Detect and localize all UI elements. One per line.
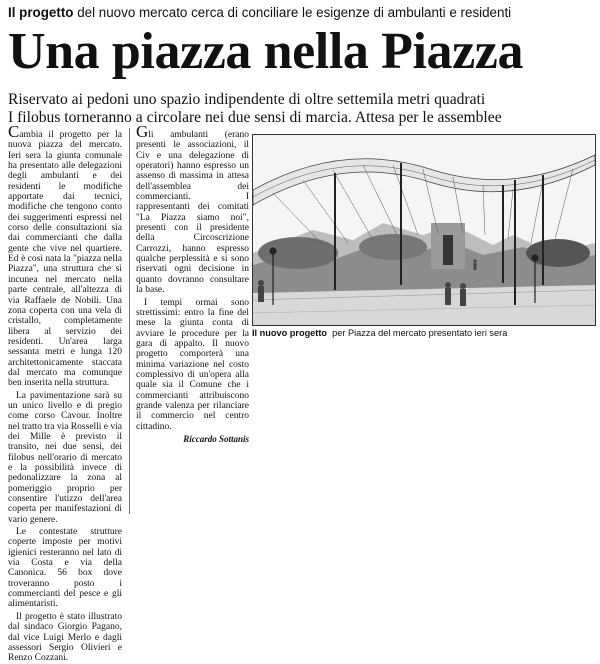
paragraph: Cambia il progetto per la nuova piazza del mercato. Ieri sera la giunta comunale ha presentato alle delegazioni degli ambulanti e dei residenti le modifiche apportate dai tecnici, modifiche che tengono conto dei suggerimenti espressi nel corso delle consultazioni sia dai commercianti che dalla gente che vive nel quartiere. Ed è così nata la "piazza nella Piazza", una struttura che si incunea nel mercato nella parte centrale, all'altezza di via Raffaele de Nobili. Una zona coperta con una vela di cristallo, completamente libera al servizio dei residenti. Un'area larga sessanta metri e lunga 120 architettonicamente staccata dal mercato ma comunque ben inserita nella struttura. [8, 122, 122, 389]
kicker-rest: del nuovo mercato cerca di conciliare le esigenze di ambulanti e residenti [77, 5, 512, 20]
subhead [8, 91, 594, 127]
image-caption [252, 328, 596, 339]
paragraph: Il progetto è stato illustrato dal sindaco Giorgio Pagano, dal vice Luigi Merlo e dagli assessori Sergio Olivieri e Renzo Cozzani. [8, 611, 122, 664]
paragraph: I tempi ormai sono strettissimi: entro la fine del mese la giunta conta di avviare le procedure per la gara di appalto. Il nuovo progetto comporterà una minima variazione nel costo complessivo di un'opera alla quale sia il Comune che i commercianti attribuiscono grande valenza per rilanciare il commercio nel centro cittadino. [136, 297, 249, 432]
project-rendering-image [252, 134, 596, 326]
kicker-lead: Il progetto [8, 5, 74, 20]
article-column-1 [8, 122, 122, 664]
byline: Riccardo Sottanis [183, 433, 249, 444]
kicker [8, 5, 594, 21]
subhead-line-1: Riservato ai pedoni uno spazio indipendente di oltre settemila metri quadrati [8, 91, 486, 108]
caption-rest: per Piazza del mercato presentato ieri sera [332, 328, 508, 338]
subhead-line-2: I filobus torneranno a circolare nei due sensi di marcia. Attesa per le assemblee [8, 109, 502, 126]
column-divider [129, 128, 130, 514]
caption-lead: Il nuovo progetto [252, 328, 328, 338]
article-column-2 [136, 122, 249, 444]
paragraph: Gli ambulanti (erano presenti le associazioni, il Civ e una delegazione di operatori) hanno espresso un assenso di massima in attesa dell'assemblea dei commercianti. I rappresentanti dei comitati "La Piazza siamo noi", presenti con il presidente della Circoscrizione Carrozzi, hanno espresso qualche perplessità e si sono riservati ogni decisione in quanto dovranno consultare la base. [136, 122, 249, 296]
paragraph: La pavimentazione sarà su un unico livello e di pregio come corso Cavour. Inoltre nel tratto tra via Rosselli e via dei Mille è previsto il transito, nei due sensi, dei filobus nell'orario di mercato e la possibilità invece di pedonalizzare la zona al pomeriggio proprio per consentire l'utizzo dell'area coperta per manifestazioni di vario genere. [8, 390, 122, 525]
rendering-drawing [253, 135, 595, 325]
paragraph: Le contestate strutture coperte imposte per motivi igienici resteranno nel lato di via Costa e via della Canonica. 56 box dove troveranno posto i commercianti del pesce e gli alimentaristi. [8, 527, 122, 610]
headline: Una piazza nella Piazza [8, 23, 524, 80]
